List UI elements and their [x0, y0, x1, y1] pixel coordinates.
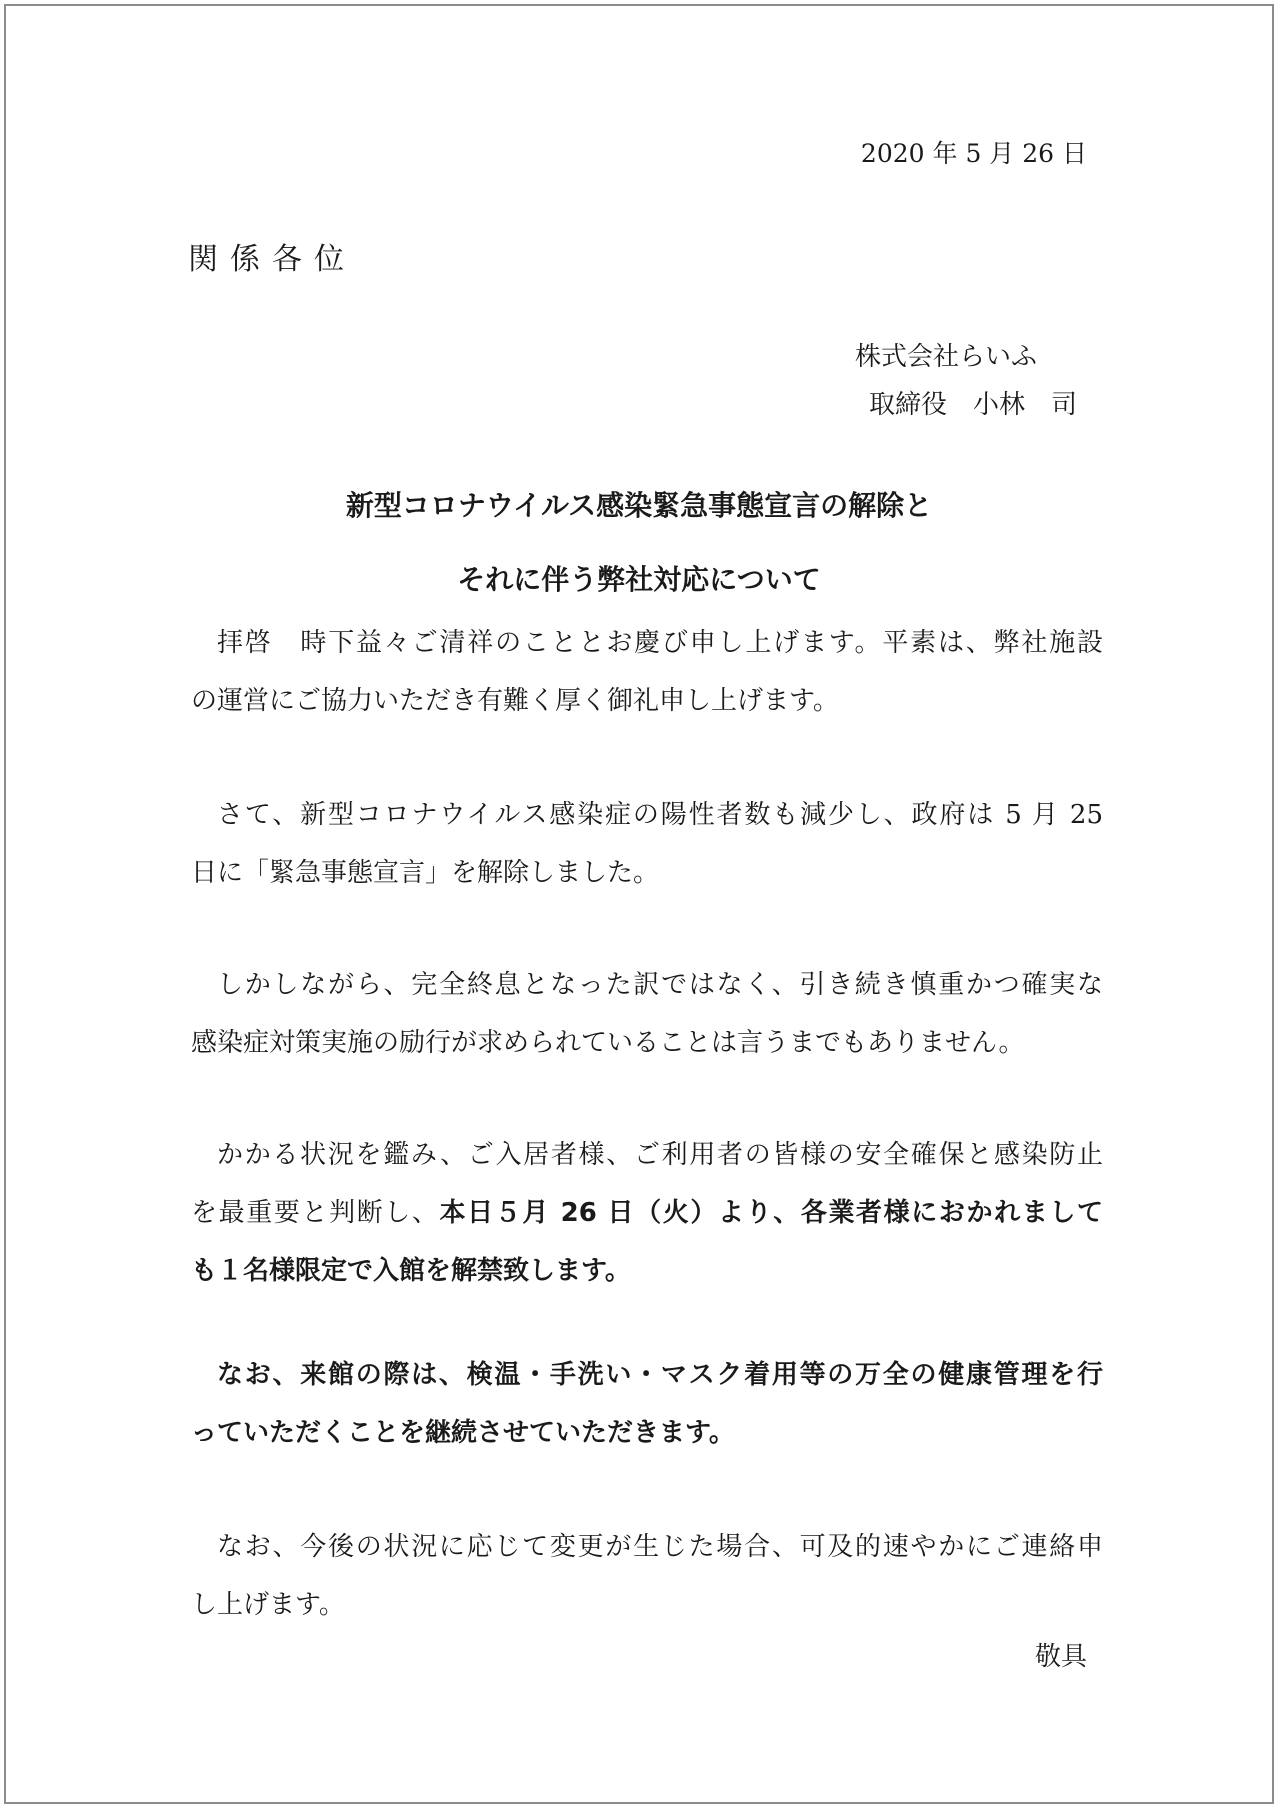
paragraph-line: かかる状況を鑑み、ご入居者様、ご利用者の皆様の安全確保と感染防止: [217, 1140, 1103, 1170]
letter-page: [4, 4, 1274, 1804]
paragraph-declaration-lifted: [191, 786, 1103, 902]
closing-word: 敬具: [1034, 1642, 1087, 1672]
paragraph-line: し上げます。: [191, 1590, 345, 1620]
paragraph-line: 感染症対策実施の励行が求められていることは言うまでもありません。: [191, 1028, 1025, 1058]
paragraph-line-bold: も１名様限定で入館を解禁致します。: [191, 1256, 631, 1286]
paragraph-reopening-notice: [191, 1126, 1103, 1300]
paragraph-caution: [191, 956, 1103, 1072]
sender-signer: 取締役 小林 司: [868, 390, 1077, 420]
paragraph-text-bold: 本日５月 26 日（火）より、各業者様におかれまして: [439, 1198, 1103, 1228]
paragraph-line: しかしながら、完全終息となった訳ではなく、引き続き慎重かつ確実な: [217, 970, 1103, 1000]
paragraph-line-bold: っていただくことを継続させていただきます。: [191, 1418, 735, 1448]
paragraph-future-changes: [191, 1518, 1103, 1634]
recipient-salutation: 関係各位: [188, 242, 356, 277]
paragraph-line: なお、今後の状況に応じて変更が生じた場合、可及的速やかにご連絡申: [217, 1532, 1103, 1562]
document-title-line-2: それに伴う弊社対応について: [457, 563, 821, 596]
paragraph-line: 拝啓 時下益々ご清祥のこととお慶び申し上げます。平素は、弊社施設: [217, 628, 1103, 658]
paragraph-line: の運営にご協力いただき有難く厚く御礼申し上げます。: [191, 686, 839, 716]
paragraph-line: 日に「緊急事態宣言」を解除しました。: [191, 858, 660, 888]
paragraph-text-plain: を最重要と判断し、: [191, 1198, 440, 1228]
letter-date: 2020 年 5 月 26 日: [860, 139, 1087, 168]
paragraph-line-bold: なお、来館の際は、検温・手洗い・マスク着用等の万全の健康管理を行: [217, 1360, 1103, 1390]
paragraph-line: [191, 1184, 1103, 1242]
paragraph-line: さて、新型コロナウイルス感染症の陽性者数も減少し、政府は 5 月 25: [217, 800, 1103, 830]
paragraph-greeting: [191, 614, 1103, 730]
document-title-line-1: 新型コロナウイルス感染緊急事態宣言の解除と: [345, 489, 933, 522]
sender-company: 株式会社らいふ: [854, 342, 1037, 372]
paragraph-health-requirements: [191, 1346, 1103, 1462]
